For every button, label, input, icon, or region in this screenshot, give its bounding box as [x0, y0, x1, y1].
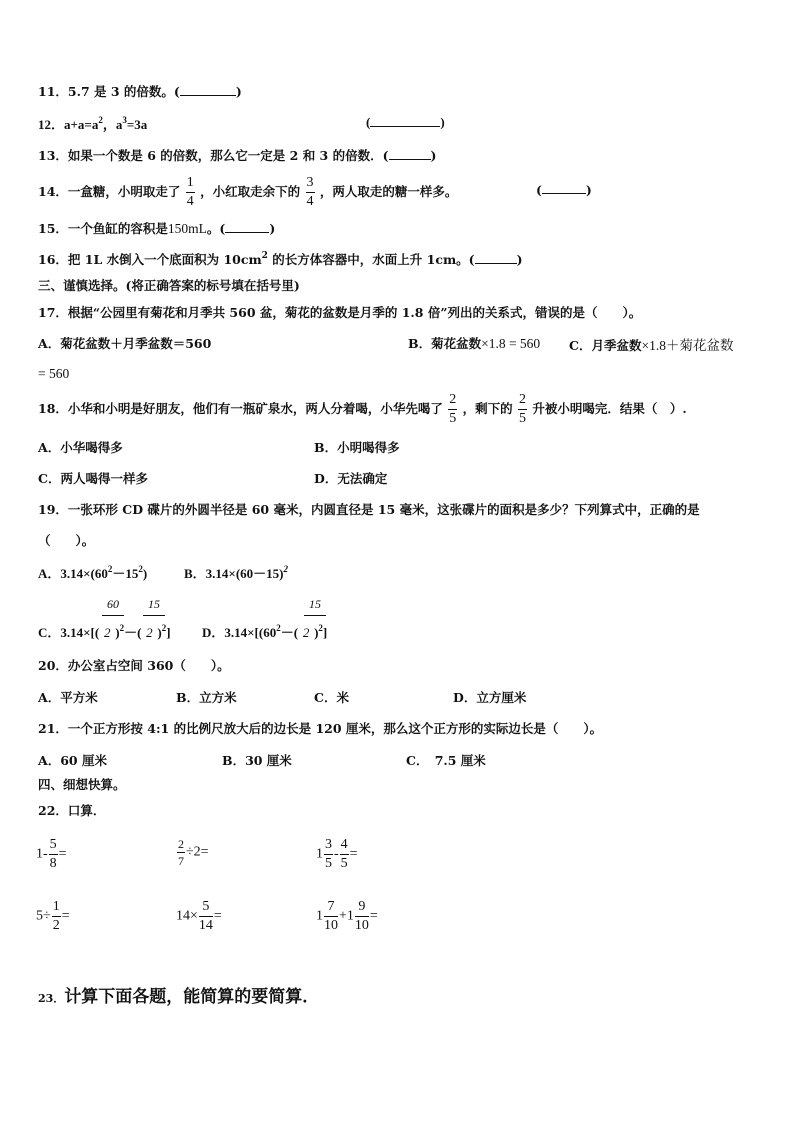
calc-expression-4: 5÷ $\frac{1}{2}$ =: [36, 899, 70, 933]
q17-option-a[interactable]: A．菊花盆数＋月季盆数＝560: [38, 336, 212, 351]
q17-option-c[interactable]: C．月季盆数×1.8＋菊花盆数: [569, 338, 734, 353]
q19-option-b[interactable]: B．$3.14\times(60-15)^2$: [184, 564, 288, 581]
question-14-answer: ( ): [536, 182, 592, 198]
q17-option-c-continued: = 560: [38, 366, 70, 381]
fraction-three-quarters: $\frac{3}{4}$: [306, 175, 314, 209]
q19c-fraction-60-2: 60: [102, 597, 124, 616]
question-16: 16．把 1L 水倒入一个底面积为 $10cm^2$ 的长方体容器中，水面上升 1cm。( ): [38, 251, 523, 267]
question-23: 23．计算下面各题，能简算的要简算．: [38, 987, 320, 1007]
answer-blank-15[interactable]: [225, 221, 269, 233]
q19c-fraction-15-2: 15: [143, 597, 165, 616]
calc-expression-3: 1 $\frac{3}{5}$ - $\frac{4}{5}$ =: [316, 837, 358, 871]
q18-option-b[interactable]: B．小明喝得多: [314, 440, 400, 455]
q20-option-a[interactable]: A．平方米: [38, 690, 98, 705]
question-12: 12．$a+a=a^2$，$a^3=3a$: [38, 115, 148, 132]
question-13: 13．如果一个数是 6 的倍数，那么它一定是 2 和 3 的倍数．( ): [38, 148, 437, 163]
fraction-one-quarter: $\frac{1}{4}$: [186, 175, 194, 209]
question-14: 14．一盒糖，小明取走了 $\frac{1}{4}$ ，小红取走余下的 $\frac{3}{4}$ ，两人取走的糖一样多。: [38, 175, 458, 209]
q20-option-b[interactable]: B．立方米: [176, 690, 237, 705]
calc-expression-6: 1 $\frac{7}{10}$ +1 $\frac{9}{10}$ =: [316, 899, 378, 933]
answer-blank-13[interactable]: [389, 148, 431, 160]
q21-option-b[interactable]: B．30 厘米: [222, 753, 292, 768]
question-15: 15．一个鱼缸的容积是150mL。( ): [38, 221, 276, 236]
q18-option-a[interactable]: A．小华喝得多: [38, 440, 123, 455]
question-20-stem: 20．办公室占空间 360（ ）。: [38, 658, 230, 673]
fraction-two-fifths-2: $\frac{2}{5}$: [519, 392, 526, 426]
q19-option-c[interactable]: C．3.14×[( 2 )$^2$－( 2 )$^2$]: [38, 623, 171, 640]
question-22-title: 22．口算．: [38, 803, 106, 818]
q20-option-c[interactable]: C．米: [314, 690, 349, 705]
q18-option-c[interactable]: C．两人喝得一样多: [38, 471, 148, 486]
q19-option-a[interactable]: A．$3.14\times(60^2-15^2)$: [38, 564, 148, 581]
question-21-stem: 21．一个正方形按 4:1 的比例尺放大后的边长是 120 厘米，那么这个正方形的实际边长是（ ）。: [38, 721, 603, 736]
question-11: 11．5.7 是 3 的倍数。( ): [38, 84, 242, 99]
calc-expression-1: 1- $\frac{5}{8}$ =: [36, 837, 67, 871]
question-11-text: 11．5.7 是 3 的倍数。(: [38, 84, 180, 99]
q17-option-b[interactable]: B．菊花盆数×1.8 = 560: [408, 336, 541, 351]
fraction-two-fifths: $\frac{2}{5}$: [449, 392, 457, 426]
answer-blank-11[interactable]: [180, 84, 236, 96]
q21-option-c[interactable]: C． 7.5 厘米: [406, 753, 486, 768]
answer-blank-16[interactable]: [475, 252, 517, 264]
question-17-stem: 17．根据“公园里有菊花和月季共 560 盆，菊花的盆数是月季的 1.8 倍”列出的关系式，错误的是（ ）。: [38, 305, 642, 320]
calc-expression-2: $\frac{2}{7}$ ÷2=: [178, 837, 209, 868]
answer-blank-12[interactable]: [370, 114, 440, 127]
question-18-stem: 18．小华和小明是好朋友，他们有一瓶矿泉水，两人分着喝，小华先喝了 $\frac{2}{5}$ ，剩下的 $\frac{2}{5}$ 升被小明喝完．结果（ ）.: [38, 392, 687, 426]
answer-blank-14[interactable]: [542, 182, 586, 194]
question-19-stem-2: （ ）。: [38, 533, 95, 548]
calc-expression-5: 14× $\frac{5}{14}$ =: [176, 899, 222, 933]
question-12-answer: ( ): [366, 114, 445, 130]
q21-option-a[interactable]: A．60 厘米: [38, 753, 107, 768]
q19-option-d[interactable]: D．$3.14\times[(60^2-$( 2 )$^2$]: [202, 623, 328, 640]
q20-option-d[interactable]: D．立方厘米: [453, 690, 527, 705]
q18-option-d[interactable]: D．无法确定: [314, 471, 388, 486]
q19d-fraction-15-2: 15: [304, 597, 326, 616]
section-4-heading: 四、细想快算。: [38, 777, 126, 792]
question-19-stem: 19．一张环形 CD 碟片的外圆半径是 60 毫米，内圆直径是 15 毫米，这张碟片的面积是多少？下列算式中，正确的是: [38, 502, 700, 517]
section-3-heading: 三、谨慎选择。(将正确答案的标号填在括号里): [38, 278, 300, 293]
